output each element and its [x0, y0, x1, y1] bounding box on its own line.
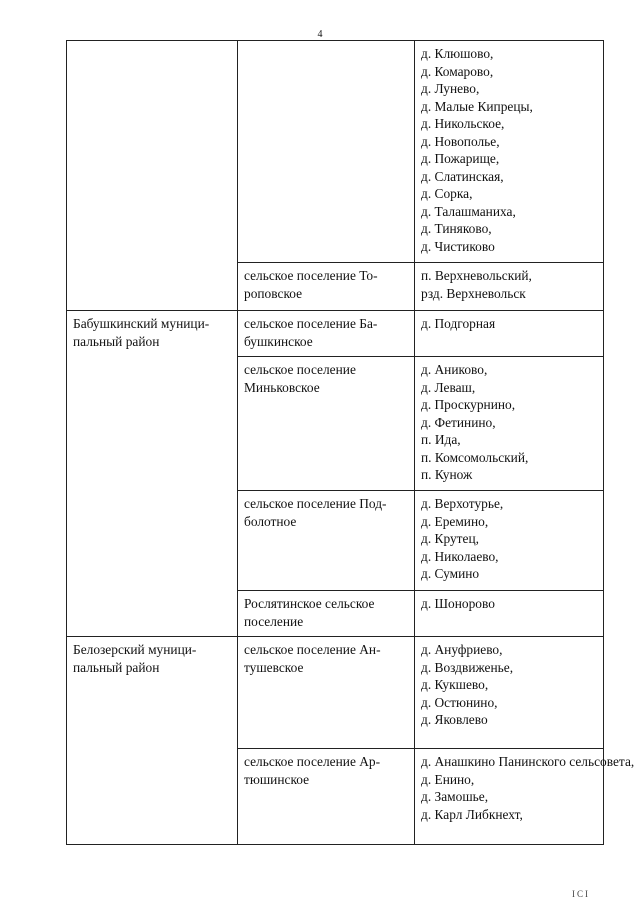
locality-item: д. Крутец,: [421, 531, 479, 546]
locality-item: д. Пожарище,: [421, 151, 500, 166]
settlements-table: [66, 40, 635, 845]
locality-item: д. Слатинская,: [421, 168, 504, 184]
settlement-cell: сельское поселение Миньковское: [238, 357, 415, 491]
page-number: 4: [317, 29, 323, 40]
localities-cell: [415, 311, 604, 357]
corner-mark: ІСІ: [572, 889, 590, 899]
localities-cell: [415, 749, 635, 845]
locality-item: д. Ануфриево,: [421, 642, 503, 657]
locality-item: д. Проскурнино,: [421, 397, 516, 412]
locality-item: д. Еремино,: [421, 513, 489, 529]
locality-item: д. Подгорная: [421, 316, 496, 331]
locality-item: д. Малые Кипрецы,: [421, 98, 533, 114]
locality-item: п. Комсомольский,: [421, 449, 529, 465]
locality-item: д. Николаево,: [421, 548, 499, 564]
locality-item: д. Карл Либкнехт,: [421, 806, 523, 822]
locality-item: д. Чистиково: [421, 238, 495, 254]
localities-cell: [415, 637, 604, 749]
locality-item: п. Верхневольский,: [421, 268, 532, 283]
locality-item: д. Сорка,: [421, 186, 473, 201]
locality-item: д. Енино,: [421, 771, 475, 787]
locality-item: д. Новополье,: [421, 133, 500, 149]
locality-item: рзд. Верхневольск: [421, 285, 526, 301]
locality-item: д. Комарово,: [421, 63, 494, 79]
settlement-cell: Рослятинское сельское поселение: [238, 591, 415, 637]
district-cell: Бабушкинский муници-пальный район: [67, 311, 238, 637]
locality-item: д. Кукшево,: [421, 677, 489, 692]
locality-item: д. Воздвиженье,: [421, 659, 514, 675]
locality-item: д. Лунево,: [421, 81, 480, 96]
locality-item: д. Сумино: [421, 566, 480, 581]
locality-item: д. Анашкино Панинского сельсовета,: [421, 754, 635, 769]
locality-item: д. Шонорово: [421, 596, 495, 611]
locality-item: д. Тиняково,: [421, 221, 492, 236]
table-row: [67, 311, 604, 357]
locality-item: д. Замошье,: [421, 789, 489, 804]
settlement-cell: сельское поселение Ан-тушевское: [238, 637, 415, 749]
locality-item: д. Талашманиха,: [421, 203, 516, 219]
localities-cell: [415, 491, 604, 591]
locality-item: п. Кунож: [421, 467, 473, 482]
locality-item: д. Яковлево: [421, 712, 488, 727]
localities-cell: [415, 41, 604, 263]
table-row: [67, 637, 604, 749]
locality-item: д. Верхотурье,: [421, 496, 504, 511]
locality-item: д. Фетинино,: [421, 414, 496, 430]
settlement-cell: сельское поселение То-роповское: [238, 263, 415, 311]
locality-item: д. Аниково,: [421, 362, 488, 377]
settlement-cell: сельское поселение Ба-бушкинское: [238, 311, 415, 357]
localities-cell: [415, 357, 604, 491]
settlement-cell: сельское поселение Под-болотное: [238, 491, 415, 591]
locality-item: п. Ида,: [421, 432, 461, 447]
settlement-cell: сельское поселение Ар-тюшинское: [238, 749, 415, 845]
district-cell: [67, 41, 238, 311]
locality-item: д. Леваш,: [421, 379, 476, 395]
localities-cell: [415, 263, 604, 311]
table-row: [67, 41, 604, 263]
locality-item: д. Никольское,: [421, 116, 505, 131]
locality-item: д. Клюшово,: [421, 46, 494, 61]
locality-item: д. Остюнино,: [421, 694, 498, 710]
localities-cell: [415, 591, 604, 637]
district-cell: Белозерский муници-пальный район: [67, 637, 238, 845]
settlement-cell: [238, 41, 415, 263]
